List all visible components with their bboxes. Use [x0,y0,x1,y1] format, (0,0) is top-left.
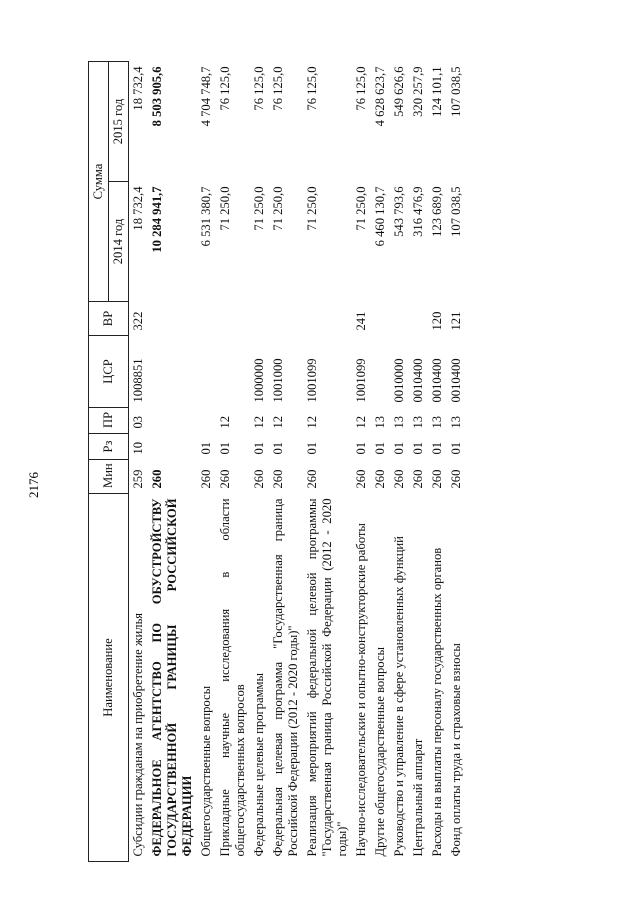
row-rz: 01 [218,441,232,455]
row-2015: 124 101,1 [430,66,444,117]
row-rz: 01 [373,441,387,455]
table-row [447,61,466,861]
table-row [303,61,352,861]
row-2014: 71 250,0 [271,186,285,231]
row-csr [197,336,216,408]
row-2014: 123 689,0 [430,186,444,237]
row-pr: 13 [430,415,444,429]
row-name: Федеральная целевая программа "Государственная граница Российской Федерации (2012 - 2020 годы)" [271,498,300,857]
row-min: 260 [218,469,232,489]
row-2014: 10 284 941,7 [150,186,164,253]
row-vr [409,302,428,336]
table-row [250,61,269,861]
budget-table [88,61,466,862]
row-2015: 4 704 748,7 [199,66,213,127]
row-2015: 76 125,0 [271,66,285,111]
row-rz: 01 [271,441,285,455]
row-csr: 1001099 [305,358,319,403]
table-row [148,61,197,861]
table-row [129,61,149,861]
row-vr [197,302,216,336]
header-2015: 2015 год [109,61,129,181]
row-pr: 12 [354,415,368,429]
row-csr: 0010400 [430,358,444,403]
row-min: 260 [411,469,425,489]
row-vr: 121 [449,311,463,331]
row-pr: 13 [411,415,425,429]
table-row [216,61,250,861]
row-min: 260 [305,469,319,489]
row-csr: 0010000 [392,358,406,403]
rotated-page [88,62,628,862]
row-rz: 01 [392,441,406,455]
row-2015: 4 628 623,7 [373,66,387,127]
row-rz: 01 [354,441,368,455]
row-2015: 76 125,0 [252,66,266,111]
table-row [390,61,409,861]
row-2014: 71 250,0 [252,186,266,231]
header-sum: Сумма [89,61,109,301]
row-min: 260 [392,469,406,489]
row-rz: 10 [131,441,145,455]
row-2014: 543 793,6 [392,186,406,237]
row-2014: 71 250,0 [218,186,232,231]
header-rz: Рз [89,434,129,460]
table-row [409,61,428,861]
row-2014: 6 531 380,7 [199,186,213,247]
row-rz: 01 [305,441,319,455]
row-min: 260 [449,469,463,489]
row-rz: 01 [252,441,266,455]
row-2015: 8 503 905,6 [150,66,164,127]
row-pr: 12 [218,415,232,429]
table-row [197,61,216,861]
table-row [371,61,390,861]
row-name: Расходы на выплаты персоналу государственных органов [430,547,444,857]
row-pr: 03 [131,415,145,429]
row-name: Фонд оплаты труда и страховые взносы [449,643,463,857]
table-body [129,61,467,861]
header-vr: ВР [89,302,129,336]
row-pr: 13 [449,415,463,429]
row-2014: 316 476,9 [411,186,425,237]
header-2014: 2014 год [109,182,129,302]
row-rz: 01 [430,441,444,455]
row-min: 260 [150,469,164,489]
row-csr: 1001099 [354,358,368,403]
row-min: 260 [430,469,444,489]
row-pr: 12 [271,415,285,429]
row-2014: 107 038,5 [449,186,463,237]
row-csr: 0010400 [449,358,463,403]
row-pr [148,408,197,434]
row-name: Реализация мероприятий федеральной целевой программы "Государственная граница Российской Федерации (2012 - 2020 годы)" [305,498,349,857]
row-name: Центральный аппарат [411,738,425,857]
row-pr: 13 [373,415,387,429]
row-csr: 1001000 [271,358,285,403]
row-min: 259 [131,469,145,489]
table-row [269,61,303,861]
row-2014: 71 250,0 [354,186,368,231]
row-vr [303,302,352,336]
row-2015: 18 732,4 [131,66,145,111]
row-name: Другие общегосударственные вопросы [373,647,387,857]
row-min: 260 [252,469,266,489]
row-rz: 01 [199,441,213,455]
table-row [352,61,371,861]
row-vr [148,302,197,336]
page-number: 2176 [26,472,41,498]
row-csr [148,336,197,408]
row-min: 260 [373,469,387,489]
row-rz [148,434,197,460]
row-csr: 0010400 [411,358,425,403]
row-name: Руководство и управление в сфере установленных функций [392,536,406,857]
row-min: 260 [354,469,368,489]
row-2015: 76 125,0 [218,66,232,111]
row-min: 260 [199,469,213,489]
row-vr [371,302,390,336]
row-vr [250,302,269,336]
row-vr [216,302,250,336]
table-row [428,61,447,861]
row-2015: 549 626,6 [392,66,406,117]
row-rz: 01 [411,441,425,455]
row-name: Прикладные научные исследования в области общегосударственных вопросов [218,498,247,857]
row-csr: 1000000 [252,358,266,403]
header-min: Мин [89,460,129,494]
row-name: ФЕДЕРАЛЬНОЕ АГЕНТСТВО ПО ОБУСТРОЙСТВУ ГОСУДАРСТВЕННОЙ ГРАНИЦЫ РОССИЙСКОЙ ФЕДЕРАЦИИ [150,498,194,857]
header-pr: ПР [89,408,129,434]
row-2014: 6 460 130,7 [373,186,387,247]
row-pr: 12 [305,415,319,429]
row-min: 260 [271,469,285,489]
row-pr: 12 [252,415,266,429]
row-2015: 76 125,0 [354,66,368,111]
row-name: Научно-исследовательские и опытно-конструкторские работы [354,523,368,857]
header-name: Наименование [89,494,129,862]
row-vr: 120 [430,311,444,331]
row-vr: 241 [354,311,368,331]
row-csr [216,336,250,408]
row-2015: 107 038,5 [449,66,463,117]
row-vr: 322 [131,311,145,331]
row-pr: 13 [392,415,406,429]
row-vr [269,302,303,336]
row-rz: 01 [449,441,463,455]
row-name: Федеральные целевые программы [252,673,266,857]
row-pr [197,408,216,434]
header-csr: ЦСР [89,336,129,408]
row-csr [371,336,390,408]
row-name: Общегосударственные вопросы [199,685,213,857]
row-2015: 76 125,0 [305,66,319,111]
row-2014: 71 250,0 [305,186,319,231]
row-vr [390,302,409,336]
row-name: Субсидии гражданам на приобретение жилья [131,612,145,857]
row-2014: 18 732,4 [131,186,145,231]
row-csr: 1008851 [131,358,145,403]
row-2015: 320 257,9 [411,66,425,117]
